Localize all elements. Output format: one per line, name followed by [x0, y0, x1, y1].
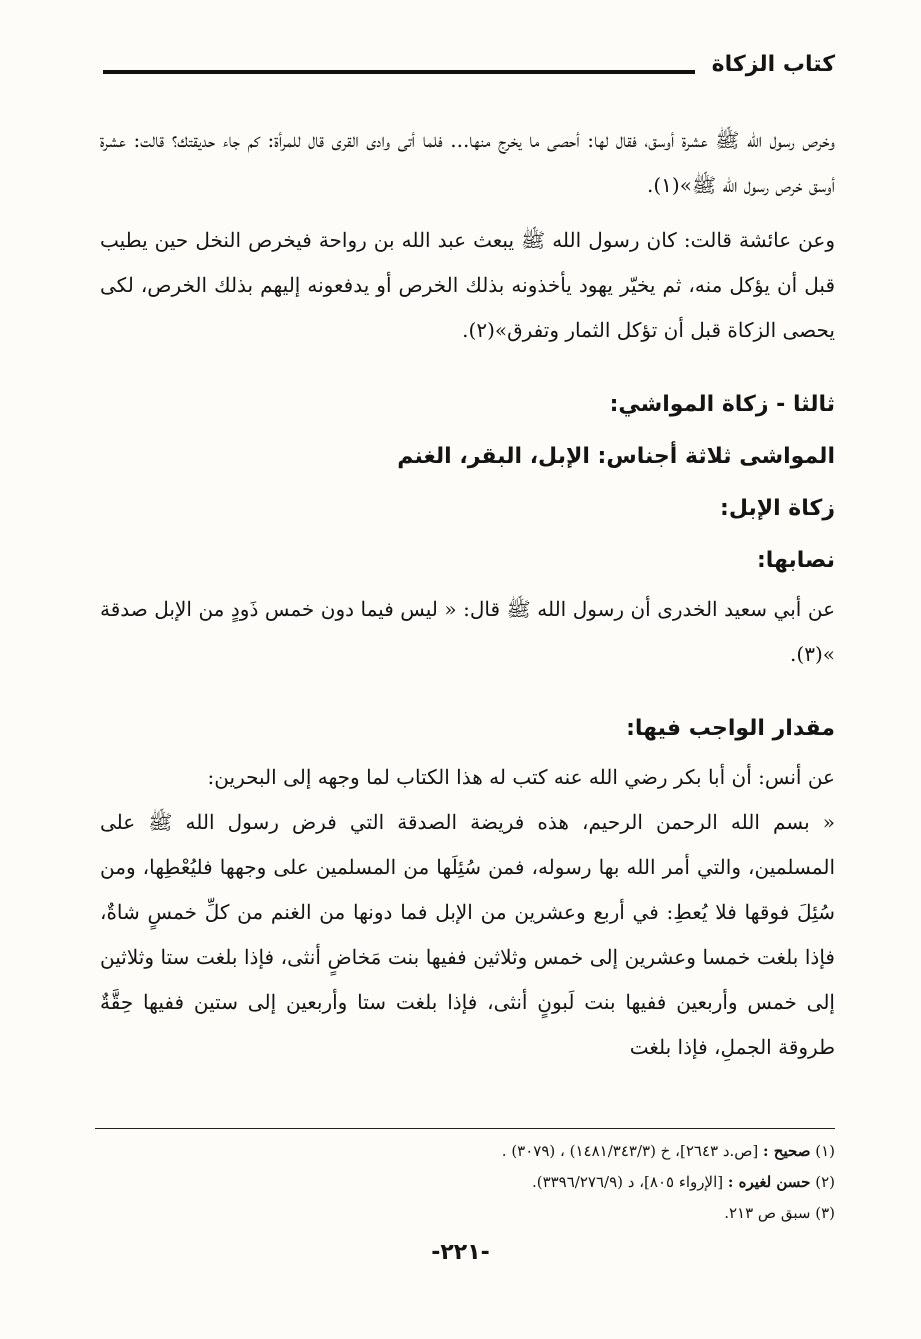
header-rule [103, 70, 695, 74]
chapter-title: كتاب الزكاة [711, 52, 835, 77]
page-number: -٢٢١- [431, 1240, 490, 1265]
footnote-marker: (٢) [815, 1173, 835, 1191]
paragraph-5: « بسم الله الرحمن الرحيم، هذه فريضة الصدقة التي فرض رسول الله ﷺ على المسلمين، والتي أمر الله بها رسوله، فمن سُئِلَها من المسلمين على وجهها فليُعْطِها، ومن سُئِلَ فوقها فلا يُعطِ: في أربع وعشرين من الإبل فما دونها من الغنم من كلِّ خمسٍ شاةٌ، فإذا بلغت خمسا وعشرين إلى خمس وثلاثين ففيها بنت مَخاضٍ أنثى، فإذا بلغت ستا وثلاثين إلى خمس وأربعين ففيها بنت لَبونٍ أنثى، فإذا بلغت ستا وأربعين إلى ستين ففيها حِقَّةٌ طروقة الجملِ، فإذا بلغت [100, 810, 835, 1059]
camel-zakat-heading: زكاة الإبل: [720, 496, 835, 521]
paragraph-1: وخرص رسول الله ﷺ عشرة أوسق، فقال لها: أحصى ما يخرج منها... فلما أتى وادى القرى قال للمرأة: كم جاء حديقتك؟ قالت: عشرة أوسق خرص رسول الله ﷺ»(١). [100, 128, 835, 197]
obligatory-amount-heading: مقدار الواجب فيها: [626, 716, 835, 741]
livestock-types-heading: المواشى ثلاثة أجناس: الإبل، البقر، الغنم [397, 444, 835, 469]
footnote-1 [95, 1136, 835, 1167]
footnote-text: سبق ص ٢١٣. [724, 1204, 811, 1222]
footnote-3 [95, 1198, 835, 1229]
nisab-heading: نصابها: [756, 548, 835, 573]
main-text [100, 118, 835, 1070]
footnotes [95, 1136, 835, 1229]
paragraph-2: وعن عائشة قالت: كان رسول الله ﷺ يبعث عبد الله بن رواحة فيخرص النخل حين يطيب قبل أن يؤكل منه، ثم يخيّر يهود يأخذونه بذلك الخرص أو يدفعونه إليهم بذلك الخرص، لكى يحصى الزكاة قبل أن تؤكل الثمار وتفرق»(٢). [100, 228, 835, 342]
section-heading-livestock: ثالثا - زكاة المواشي: [609, 392, 835, 417]
footnote-marker: (١) [815, 1142, 835, 1160]
footnote-text: [ص.د ٢٦٤٣]، خ (١٤٨١/٣٤٣/٣) ، (٣٠٧٩) . [501, 1142, 759, 1160]
footnote-grade: حسن لغيره : [727, 1173, 811, 1191]
footnote-separator [95, 1128, 835, 1129]
paragraph-3: عن أبي سعيد الخدرى أن رسول الله ﷺ قال: « ليس فيما دون خمس ذَودٍ من الإبل صدقة »(٣). [100, 597, 835, 666]
footnote-grade: صحيح : [763, 1142, 811, 1160]
footnote-2 [95, 1167, 835, 1198]
footnote-text: [الإرواء ٨٠٥]، د (٣٣٩٦/٢٧٦/٩). [531, 1173, 724, 1191]
paragraph-4: عن أنس: أن أبا بكر رضي الله عنه كتب له هذا الكتاب لما وجهه إلى البحرين: [207, 765, 835, 789]
footnote-marker: (٣) [815, 1204, 835, 1222]
running-header [100, 50, 835, 90]
